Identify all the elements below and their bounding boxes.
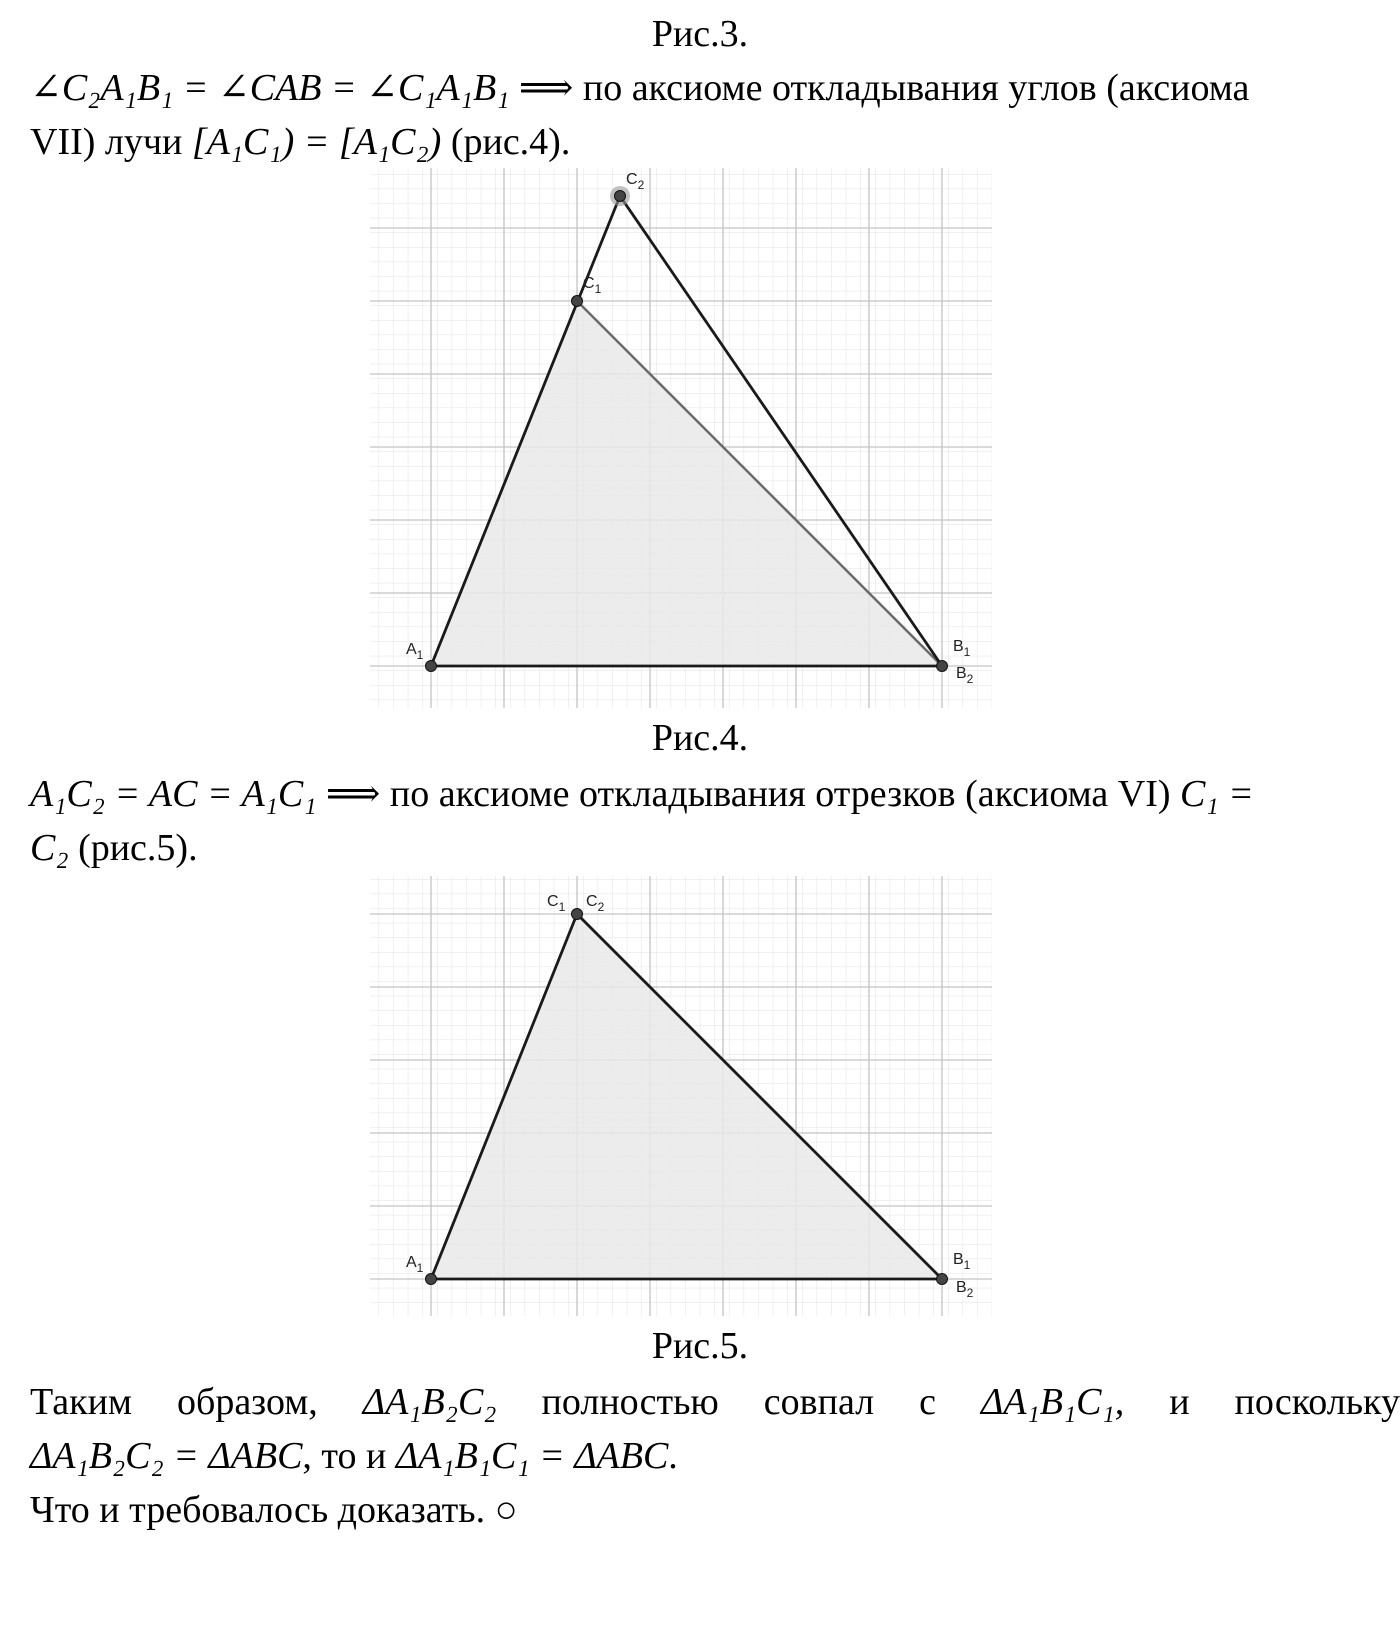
label-c2: $C_2$ — [586, 893, 605, 914]
label-c1: $C_1$ — [547, 893, 566, 914]
point-b1 — [937, 661, 948, 672]
point-c1-c2 — [572, 909, 583, 920]
paragraph-3-text-b: . — [668, 1435, 678, 1477]
word: с — [919, 1381, 936, 1423]
triangle-a1b2c2-formula: ΔA₁B₂C₂ — [362, 1381, 497, 1423]
word: совпал — [763, 1381, 875, 1423]
label-b2: $B_2$ — [956, 665, 974, 686]
ray-equality-formula: [A₁C₁) = [A₁C₂) — [191, 121, 442, 163]
fig5-caption: Рис.5. — [651, 1325, 749, 1367]
paragraph-2-text-a: по аксиоме откладывания отрезков (аксиома VI) — [380, 773, 1181, 815]
word: образом, — [176, 1381, 318, 1423]
paragraph-3-line-2 — [30, 1432, 678, 1480]
triangle-equality-formula-1: ΔA₁B₂C₂ = ΔABC — [30, 1435, 303, 1477]
label-a1: $A_1$ — [406, 641, 424, 662]
fig4-caption: Рис.4. — [651, 717, 749, 759]
angle-equality-formula: ∠C₂A₁B₁ = ∠CAB = ∠C₁A₁B₁ ⟹ — [30, 67, 574, 109]
paragraph-1-text-b: VII) лучи — [30, 121, 192, 163]
paragraph-3-line-1 — [30, 1378, 1400, 1426]
conclusion-text: Что и требовалось доказать. ○ — [30, 1489, 518, 1531]
triangle-a1b1c1-formula: ΔA₁B₁C₁, — [980, 1381, 1125, 1423]
triangle-equality-formula-2: ΔA₁B₁C₁ = ΔABC — [395, 1435, 669, 1477]
point-c1 — [572, 296, 583, 307]
label-c2: $C_2$ — [626, 171, 645, 192]
point-a1 — [426, 1274, 437, 1285]
paragraph-1-line-2 — [30, 118, 570, 166]
paragraph-2-line-1 — [30, 770, 1254, 818]
point-b1 — [937, 1274, 948, 1285]
paragraph-1-text-a: по аксиоме откладывания углов (аксиома — [573, 67, 1250, 109]
paragraph-2-text-b: (рис.5). — [68, 827, 198, 869]
point-a1 — [426, 661, 437, 672]
word: полностью — [541, 1381, 719, 1423]
label-b1: $B_1$ — [953, 638, 971, 659]
label-b2: $B_2$ — [956, 1279, 974, 1300]
paragraph-3-text-a: , то и — [302, 1435, 396, 1477]
label-a1: $A_1$ — [406, 1254, 424, 1275]
paragraph-2-line-2 — [30, 824, 198, 872]
paragraph-1-line-1 — [30, 64, 1249, 112]
word: и — [1169, 1381, 1190, 1423]
word: Таким — [30, 1381, 132, 1423]
word: поскольку — [1234, 1381, 1400, 1423]
fig3-caption: Рис.3. — [651, 13, 749, 55]
point-equality-formula-a: C₁ = — [1180, 773, 1254, 815]
point-c2 — [615, 191, 626, 202]
segment-equality-formula: A₁C₂ = AC = A₁C₁ ⟹ — [30, 773, 381, 815]
point-equality-formula-b: C₂ — [30, 827, 69, 869]
label-b1: $B_1$ — [953, 1251, 971, 1272]
figure-5 — [370, 876, 992, 1316]
figure-4 — [370, 168, 992, 708]
label-c1: $C_1$ — [583, 275, 602, 296]
paragraph-1-text-c: (рис.4). — [441, 121, 571, 163]
